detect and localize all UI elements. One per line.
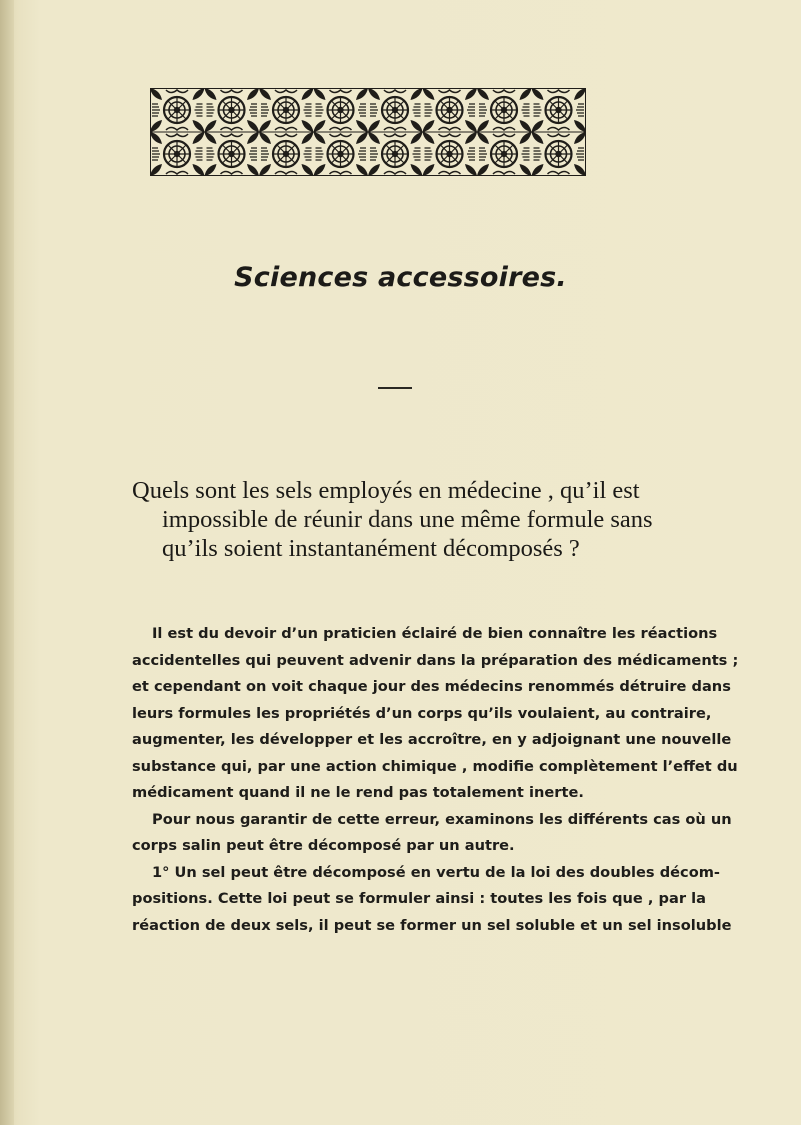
divider-rule <box>378 387 412 389</box>
paragraph-line: et cependant on voit chaque jour des médecins renommés détruire dans <box>132 678 731 695</box>
paragraph-line: corps salin peut être décomposé par un autre. <box>132 837 515 854</box>
question-block <box>132 476 702 563</box>
paragraph-line: Pour nous garantir de cette erreur, examinons les différents cas où un <box>152 810 732 828</box>
paragraph-line: substance qui, par une action chimique , modifie complètement l’effet du <box>132 757 738 775</box>
page-edge <box>0 0 14 1125</box>
question-line: impossible de réunir dans une même formule sans <box>162 506 653 533</box>
paragraph-line: positions. Cette loi peut se formuler ainsi : toutes les fois que , par la <box>132 890 706 907</box>
paragraph-line: accidentelles qui peuvent advenir dans la préparation des médicaments ; <box>132 651 739 669</box>
question-line: Quels sont les sels employés en médecine , qu’il est <box>132 477 640 504</box>
paragraph-line: augmenter, les développer et les accroître, en y adjoignant une nouvelle <box>132 731 732 748</box>
question-line: qu’ils soient instantanément décomposés ? <box>162 535 580 562</box>
paragraph-line: réaction de deux sels, il peut se former un sel soluble et un sel insoluble <box>132 916 732 934</box>
decorative-headpiece-icon <box>150 88 586 176</box>
paragraph-line: Il est du devoir d’un praticien éclairé de bien connaître les réactions <box>152 625 718 642</box>
section-heading: Sciences accessoires. <box>234 262 567 293</box>
paragraph-line: leurs formules les propriétés d’un corps qu’ils voulaient, au contraire, <box>132 704 712 722</box>
body-paragraphs <box>132 621 739 939</box>
paragraph-line: médicament quand il ne le rend pas totalement inerte. <box>132 784 584 801</box>
paragraph-line: 1° Un sel peut être décomposé en vertu de la loi des doubles décom- <box>152 863 720 881</box>
